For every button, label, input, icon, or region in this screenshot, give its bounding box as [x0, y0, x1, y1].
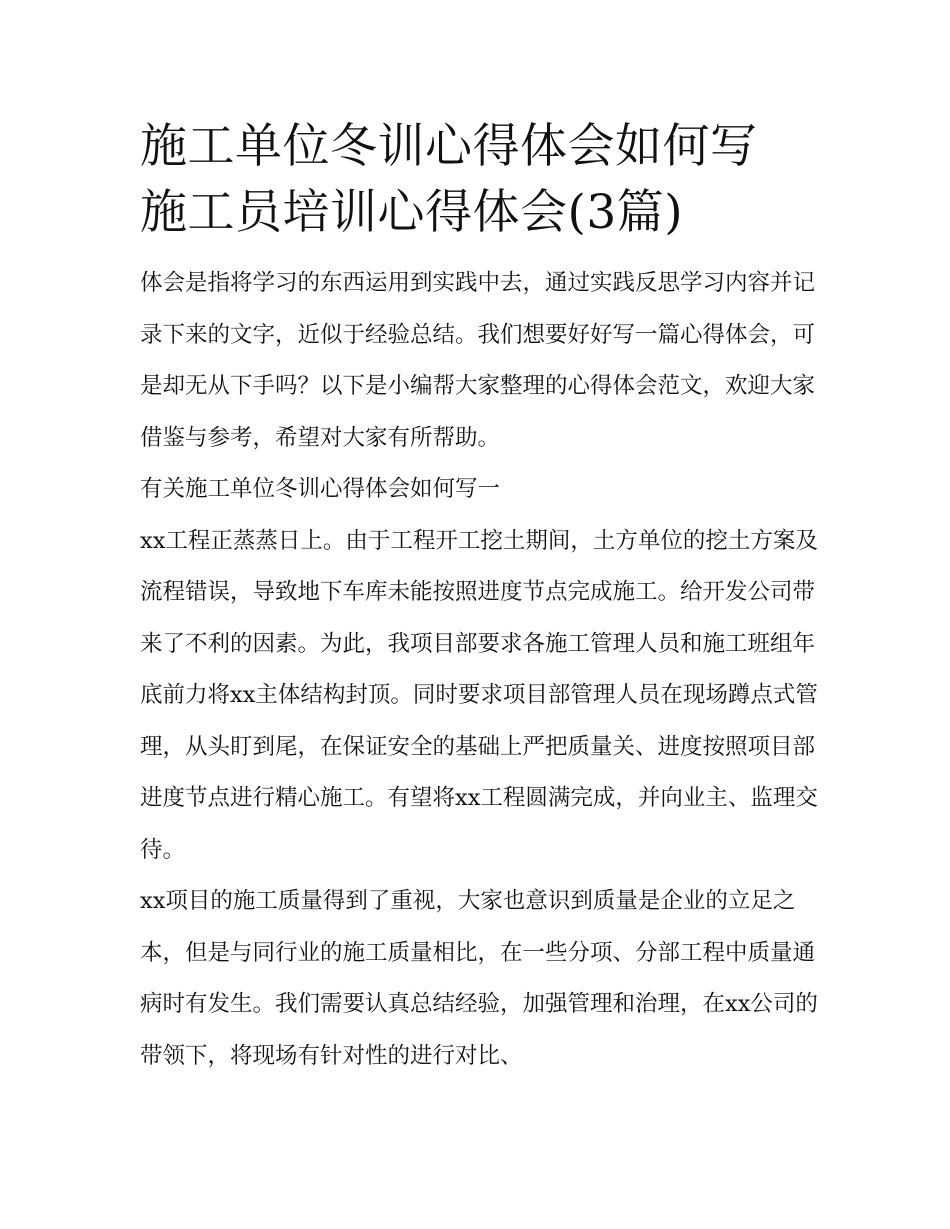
document-title	[140, 114, 820, 246]
title-line-1: 施工单位冬训心得体会如何写	[140, 119, 758, 174]
intro-paragraph: 体会是指将学习的东西运用到实践中去，通过实践反思学习内容并记录下来的文字，近似于经验总结。我们想要好好写一篇心得体会，可是却无从下手吗？以下是小编帮大家整理的心得体会范文，欢迎大家借鉴与参考，希望对大家有所帮助。	[140, 270, 816, 451]
title-line-2: 施工员培训心得体会(3篇)	[140, 185, 684, 240]
document-body	[140, 114, 820, 1082]
body-paragraph: xx工程正蒸蒸日上。由于工程开工挖土期间，土方单位的挖土方案及流程错误，导致地下车库未能按照进度节点完成施工。给开发公司带来了不利的因素。为此，我项目部要求各施工管理人员和施工班组年底前力将xx主体结构封顶。同时要求项目部管理人员在现场蹲点式管理，从头盯到尾，在保证安全的基础上严把质量关、进度按照项目部进度节点进行精心施工。有望将xx工程圆满完成，并向业主、监理交待。	[140, 527, 818, 863]
body-paragraph: xx项目的施工质量得到了重视，大家也意识到质量是企业的立足之本，但是与同行业的施工质量相比，在一些分项、分部工程中质量通病时有发生。我们需要认真总结经验，加强管理和治理，在xx公司的带领下，将现场有针对性的进行对比、	[140, 888, 818, 1069]
section-heading: 有关施工单位冬训心得体会如何写一	[140, 476, 501, 502]
